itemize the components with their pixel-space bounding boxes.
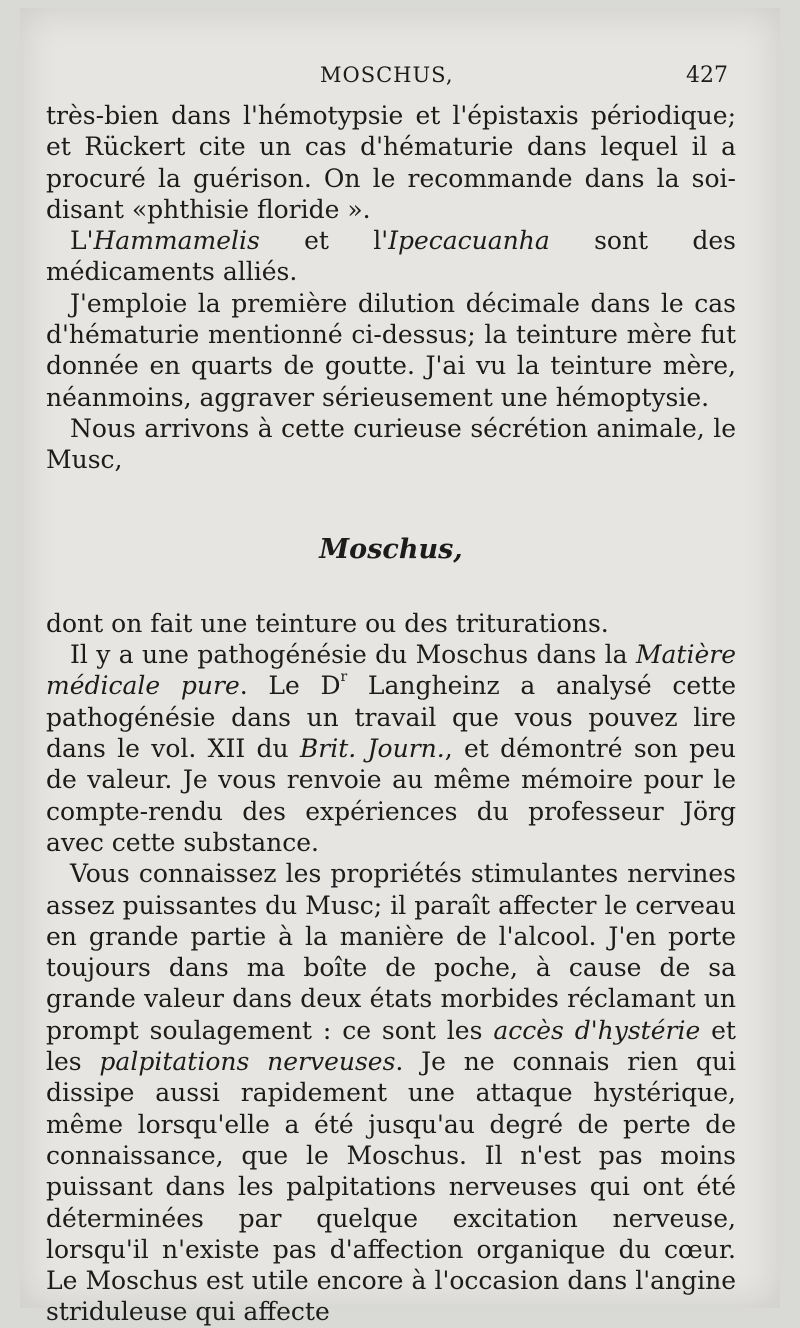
text-run: Langheinz a analysé cette pathogénésie dans un travail que vous pouvez lire dans le vol. XII du [46,671,737,764]
paragraph: très-bien dans l'hémotypsie et l'épistaxis périodique; et Rückert cite un cas d'hématurie dans lequel il a procuré la guérison. On le recommande dans la soi-disant «phthisie floride ». [46,101,736,224]
italic-term: Ipecacuanha [388,226,550,256]
text-run: et les [46,1015,736,1077]
italic-term: accès d'hystérie [493,1015,701,1045]
body-text [46,100,736,1328]
text-run: , et démontré son peu de valeur. Je vous renvoie au même mémoire pour le compte-rendu des expériences du professeur Jörg avec cette substance. [46,734,737,857]
text-run: et l' [259,226,389,256]
paragraph [46,639,736,858]
italic-term: palpitations nerveuses [99,1047,396,1077]
paragraph: J'emploie la première dilution décimale dans le cas d'hématurie mentionné ci-dessus; la teinture mère fut donnée en quarts de goutte. J'ai vu la teinture mère, néanmoins, aggraver sérieusement une hémoptysie. [46,288,736,412]
text-run: L' [70,226,94,256]
superscript: r [340,669,348,686]
page-number: 427 [686,63,728,88]
text-run: Vous connaissez les propriétés stimulantes nervines assez puissantes du Musc; il paraît affecter le cerveau en grande partie à la manière de l'alcool. J'en porte toujours dans ma boîte de poche, à cause de sa grande valeur dans deux états morbides réclamant un prompt soulagement : ce sont les [46,859,736,1045]
text-run: Il y a une pathogénésie du Moschus dans la [70,640,636,670]
paragraph [46,225,736,288]
paragraph [46,858,736,1327]
book-page [20,8,780,1327]
italic-title: Matière médicale pure [46,640,736,701]
paragraph: dont on fait une teinture ou des triturations. [46,608,609,638]
section-heading: Moschus, [319,533,463,565]
text-run: sont des médicaments alliés. [46,226,736,287]
text-run: . Le D [239,671,341,701]
running-header [20,63,780,93]
running-title: MOSCHUS, [320,63,454,87]
italic-title: Brit. Journ. [299,734,445,764]
italic-term: Hammamelis [93,226,260,256]
text-run: . Je ne connais rien qui dissipe aussi rapidement une attaque hystérique, même lorsqu'elle a été jusqu'au degré de perte de connaissance, que le Moschus. Il n'est pas moins puissant dans les palpitations nerveuses qui ont été déterminées par quelque excitation nerveuse, lorsqu'il n'existe pas d'affection organique du cœur. Le Moschus est utile encore à l'occasion dans l'angine striduleuse qui affecte [46,1047,736,1327]
paragraph: Nous arrivons à cette curieuse sécrétion animale, le Musc, [46,413,736,475]
